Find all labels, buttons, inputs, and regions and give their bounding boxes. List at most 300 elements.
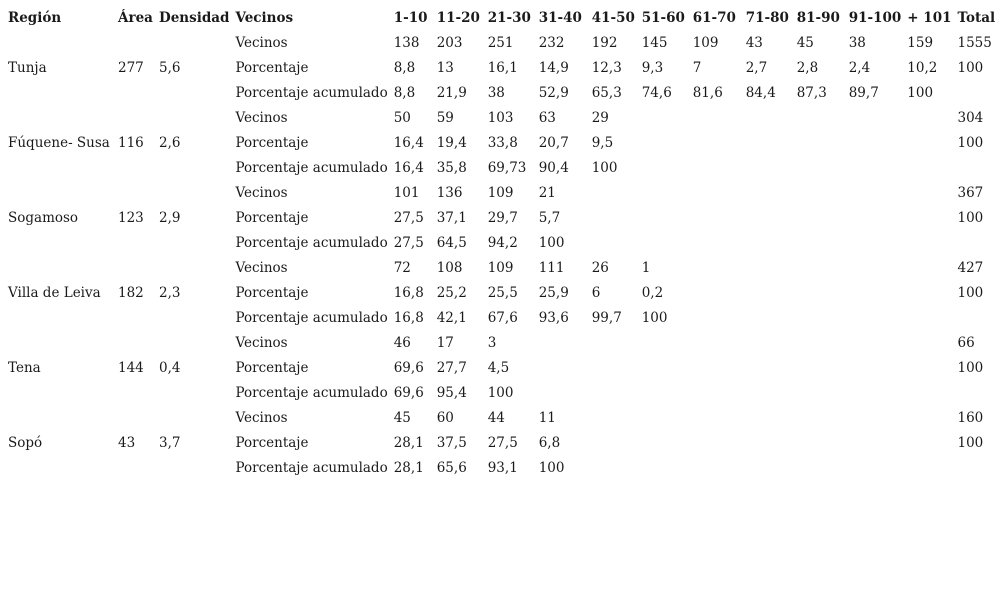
region-name-cell bbox=[2, 330, 112, 355]
value-cell bbox=[901, 230, 951, 255]
value-cell: 3 bbox=[487, 334, 497, 351]
value-cell: 16,8 bbox=[393, 309, 424, 326]
value-cell bbox=[687, 155, 740, 180]
value-cell bbox=[901, 355, 951, 380]
value-cell bbox=[901, 255, 951, 280]
row-label-cell: Porcentaje bbox=[235, 134, 309, 151]
value-cell bbox=[791, 180, 843, 205]
row-label-cell: Porcentaje bbox=[235, 59, 309, 76]
header-range-41-50: 41-50 bbox=[591, 9, 635, 26]
region-density-cell: 2,6 bbox=[159, 134, 181, 151]
row-label-cell: Porcentaje acumulado bbox=[235, 384, 388, 401]
table-row bbox=[2, 130, 1000, 155]
value-cell: 26 bbox=[591, 259, 609, 276]
value-cell bbox=[586, 380, 636, 405]
value-cell bbox=[636, 405, 687, 430]
value-cell bbox=[901, 205, 951, 230]
table-row bbox=[2, 80, 1000, 105]
table-row bbox=[2, 330, 1000, 355]
value-cell bbox=[586, 455, 636, 480]
value-cell: 8,8 bbox=[393, 59, 416, 76]
value-cell bbox=[740, 355, 791, 380]
value-cell bbox=[687, 430, 740, 455]
value-cell: 192 bbox=[591, 34, 618, 51]
header-area: Área bbox=[118, 9, 153, 26]
value-cell: 103 bbox=[487, 109, 514, 126]
row-label-cell: Porcentaje acumulado bbox=[235, 459, 388, 476]
header-region: Región bbox=[8, 9, 62, 26]
total-cell bbox=[952, 80, 1000, 105]
value-cell: 1 bbox=[641, 259, 651, 276]
value-cell: 99,7 bbox=[591, 309, 622, 326]
value-cell: 94,2 bbox=[487, 234, 518, 251]
total-cell: 100 bbox=[957, 59, 984, 76]
value-cell: 46 bbox=[393, 334, 411, 351]
value-cell: 27,7 bbox=[436, 359, 467, 376]
value-cell: 232 bbox=[538, 34, 565, 51]
value-cell: 14,9 bbox=[538, 59, 569, 76]
region-name-cell: Sogamoso bbox=[8, 209, 79, 226]
value-cell: 60 bbox=[436, 409, 454, 426]
region-name-cell: Villa de Leiva bbox=[8, 284, 101, 301]
row-label-cell: Porcentaje acumulado bbox=[235, 309, 388, 326]
table-row bbox=[2, 155, 1000, 180]
value-cell: 84,4 bbox=[745, 84, 776, 101]
region-name-cell bbox=[2, 380, 112, 405]
value-cell bbox=[843, 405, 902, 430]
total-cell: 367 bbox=[957, 184, 984, 201]
region-name-cell bbox=[2, 455, 112, 480]
value-cell: 27,5 bbox=[487, 434, 518, 451]
row-label-cell: Porcentaje acumulado bbox=[235, 159, 388, 176]
row-label-cell: Porcentaje acumulado bbox=[235, 234, 388, 251]
value-cell: 10,2 bbox=[907, 59, 938, 76]
value-cell bbox=[740, 280, 791, 305]
value-cell: 2,4 bbox=[848, 59, 871, 76]
value-cell: 138 bbox=[393, 34, 420, 51]
value-cell: 69,73 bbox=[487, 159, 527, 176]
header-range-81-90: 81-90 bbox=[796, 9, 840, 26]
value-cell: 35,8 bbox=[436, 159, 467, 176]
value-cell bbox=[901, 105, 951, 130]
value-cell: 95,4 bbox=[436, 384, 467, 401]
value-cell bbox=[586, 230, 636, 255]
value-cell bbox=[843, 230, 902, 255]
value-cell bbox=[740, 255, 791, 280]
value-cell: 42,1 bbox=[436, 309, 467, 326]
value-cell: 69,6 bbox=[393, 359, 424, 376]
region-density-cell bbox=[153, 405, 229, 430]
region-area-cell: 144 bbox=[118, 359, 144, 376]
row-label-cell: Vecinos bbox=[235, 34, 288, 51]
value-cell bbox=[843, 280, 902, 305]
value-cell bbox=[533, 380, 586, 405]
value-cell: 2,8 bbox=[796, 59, 819, 76]
value-cell bbox=[791, 280, 843, 305]
value-cell bbox=[687, 205, 740, 230]
region-density-cell bbox=[153, 155, 229, 180]
value-cell: 27,5 bbox=[393, 234, 424, 251]
row-label-cell: Vecinos bbox=[235, 409, 288, 426]
value-cell: 44 bbox=[487, 409, 505, 426]
value-cell bbox=[740, 205, 791, 230]
value-cell bbox=[586, 205, 636, 230]
region-density-cell: 3,7 bbox=[159, 434, 181, 451]
total-cell: 100 bbox=[957, 359, 984, 376]
value-cell: 38 bbox=[487, 84, 505, 101]
row-label-cell: Vecinos bbox=[235, 334, 288, 351]
neighbors-table bbox=[2, 5, 1000, 480]
value-cell: 21,9 bbox=[436, 84, 467, 101]
total-cell bbox=[952, 230, 1000, 255]
value-cell bbox=[843, 355, 902, 380]
region-density-cell bbox=[153, 305, 229, 330]
value-cell: 65,6 bbox=[436, 459, 467, 476]
total-cell: 66 bbox=[957, 334, 975, 351]
region-area-cell bbox=[112, 105, 153, 130]
value-cell bbox=[586, 330, 636, 355]
value-cell: 72 bbox=[393, 259, 411, 276]
value-cell bbox=[791, 255, 843, 280]
region-density-cell: 0,4 bbox=[159, 359, 181, 376]
value-cell: 251 bbox=[487, 34, 514, 51]
header-range-91-100: 91-100 bbox=[848, 9, 902, 26]
value-cell bbox=[901, 155, 951, 180]
value-cell: 21 bbox=[538, 184, 556, 201]
value-cell bbox=[791, 130, 843, 155]
region-name-cell bbox=[2, 305, 112, 330]
value-cell: 111 bbox=[538, 259, 565, 276]
header-range-71-80: 71-80 bbox=[745, 9, 789, 26]
total-cell bbox=[952, 155, 1000, 180]
value-cell bbox=[636, 455, 687, 480]
value-cell: 64,5 bbox=[436, 234, 467, 251]
value-cell: 43 bbox=[745, 34, 763, 51]
value-cell bbox=[687, 405, 740, 430]
row-label-cell: Porcentaje bbox=[235, 209, 309, 226]
row-label-cell: Porcentaje bbox=[235, 434, 309, 451]
value-cell bbox=[791, 405, 843, 430]
region-name-cell: Fúquene- Susa bbox=[8, 134, 110, 151]
value-cell bbox=[901, 305, 951, 330]
value-cell bbox=[636, 130, 687, 155]
value-cell: 20,7 bbox=[538, 134, 569, 151]
header-range-51-60: 51-60 bbox=[641, 9, 685, 26]
header-range-101-plus: + 101 bbox=[907, 9, 952, 26]
row-label-cell: Vecinos bbox=[235, 259, 288, 276]
region-area-cell bbox=[112, 380, 153, 405]
value-cell: 65,3 bbox=[591, 84, 622, 101]
region-density-cell bbox=[153, 80, 229, 105]
region-area-cell bbox=[112, 455, 153, 480]
value-cell bbox=[687, 305, 740, 330]
value-cell bbox=[843, 205, 902, 230]
value-cell bbox=[687, 255, 740, 280]
region-name-cell: Sopó bbox=[8, 434, 43, 451]
value-cell bbox=[740, 155, 791, 180]
region-density-cell: 5,6 bbox=[159, 59, 181, 76]
value-cell bbox=[791, 305, 843, 330]
value-cell: 25,9 bbox=[538, 284, 569, 301]
value-cell bbox=[586, 430, 636, 455]
value-cell: 25,5 bbox=[487, 284, 518, 301]
value-cell bbox=[791, 355, 843, 380]
value-cell bbox=[687, 230, 740, 255]
total-cell bbox=[952, 380, 1000, 405]
total-cell: 427 bbox=[957, 259, 984, 276]
total-cell: 304 bbox=[957, 109, 984, 126]
region-area-cell bbox=[112, 330, 153, 355]
value-cell: 67,6 bbox=[487, 309, 518, 326]
region-density-cell bbox=[153, 380, 229, 405]
value-cell bbox=[586, 405, 636, 430]
value-cell bbox=[687, 380, 740, 405]
region-density-cell bbox=[153, 230, 229, 255]
value-cell bbox=[901, 280, 951, 305]
value-cell bbox=[901, 180, 951, 205]
value-cell bbox=[740, 455, 791, 480]
value-cell: 16,4 bbox=[393, 134, 424, 151]
value-cell bbox=[636, 105, 687, 130]
value-cell bbox=[901, 455, 951, 480]
value-cell bbox=[636, 230, 687, 255]
value-cell: 108 bbox=[436, 259, 463, 276]
value-cell bbox=[843, 380, 902, 405]
region-name-cell bbox=[2, 405, 112, 430]
value-cell: 27,5 bbox=[393, 209, 424, 226]
region-area-cell: 43 bbox=[118, 434, 136, 451]
value-cell: 93,6 bbox=[538, 309, 569, 326]
value-cell bbox=[791, 430, 843, 455]
region-name-cell bbox=[2, 105, 112, 130]
value-cell: 100 bbox=[907, 84, 934, 101]
region-area-cell: 123 bbox=[118, 209, 144, 226]
value-cell bbox=[901, 430, 951, 455]
value-cell: 29 bbox=[591, 109, 609, 126]
value-cell: 4,5 bbox=[487, 359, 510, 376]
region-area-cell bbox=[112, 180, 153, 205]
region-area-cell bbox=[112, 255, 153, 280]
value-cell bbox=[843, 155, 902, 180]
value-cell bbox=[636, 355, 687, 380]
value-cell bbox=[740, 330, 791, 355]
value-cell: 12,3 bbox=[591, 59, 622, 76]
region-name-cell bbox=[2, 80, 112, 105]
value-cell bbox=[901, 130, 951, 155]
value-cell bbox=[687, 280, 740, 305]
value-cell: 136 bbox=[436, 184, 463, 201]
value-cell: 52,9 bbox=[538, 84, 569, 101]
value-cell bbox=[740, 230, 791, 255]
value-cell: 89,7 bbox=[848, 84, 879, 101]
row-label-cell: Porcentaje acumulado bbox=[235, 84, 388, 101]
region-density-cell bbox=[153, 105, 229, 130]
value-cell bbox=[791, 155, 843, 180]
value-cell bbox=[636, 330, 687, 355]
value-cell: 109 bbox=[487, 184, 514, 201]
total-cell bbox=[952, 305, 1000, 330]
value-cell: 6,8 bbox=[538, 434, 561, 451]
header-total: Total bbox=[957, 9, 996, 26]
region-name-cell bbox=[2, 180, 112, 205]
value-cell bbox=[843, 330, 902, 355]
table-row bbox=[2, 55, 1000, 80]
value-cell bbox=[791, 455, 843, 480]
header-row bbox=[2, 5, 1000, 30]
region-density-cell bbox=[153, 180, 229, 205]
header-range-1-10: 1-10 bbox=[393, 9, 428, 26]
region-density-cell: 2,9 bbox=[159, 209, 181, 226]
table-row bbox=[2, 380, 1000, 405]
value-cell: 29,7 bbox=[487, 209, 518, 226]
value-cell: 28,1 bbox=[393, 434, 424, 451]
region-area-cell bbox=[112, 230, 153, 255]
value-cell bbox=[791, 330, 843, 355]
region-area-cell bbox=[112, 30, 153, 55]
region-density-cell bbox=[153, 30, 229, 55]
value-cell: 2,7 bbox=[745, 59, 768, 76]
region-name-cell: Tunja bbox=[8, 59, 47, 76]
region-area-cell bbox=[112, 305, 153, 330]
region-name-cell bbox=[2, 155, 112, 180]
value-cell bbox=[901, 405, 951, 430]
value-cell: 100 bbox=[538, 234, 565, 251]
value-cell: 81,6 bbox=[692, 84, 723, 101]
value-cell bbox=[843, 105, 902, 130]
value-cell bbox=[740, 105, 791, 130]
value-cell: 16,4 bbox=[393, 159, 424, 176]
value-cell bbox=[843, 180, 902, 205]
value-cell bbox=[586, 355, 636, 380]
table-row bbox=[2, 305, 1000, 330]
value-cell: 203 bbox=[436, 34, 463, 51]
region-density-cell bbox=[153, 255, 229, 280]
value-cell: 37,5 bbox=[436, 434, 467, 451]
table-row bbox=[2, 280, 1000, 305]
table-body bbox=[2, 30, 1000, 480]
value-cell bbox=[843, 305, 902, 330]
value-cell: 100 bbox=[538, 459, 565, 476]
value-cell: 9,5 bbox=[591, 134, 614, 151]
region-area-cell bbox=[112, 155, 153, 180]
total-cell bbox=[952, 455, 1000, 480]
value-cell: 69,6 bbox=[393, 384, 424, 401]
value-cell: 37,1 bbox=[436, 209, 467, 226]
table-row bbox=[2, 455, 1000, 480]
value-cell: 19,4 bbox=[436, 134, 467, 151]
value-cell bbox=[901, 380, 951, 405]
table-row bbox=[2, 405, 1000, 430]
value-cell: 0,2 bbox=[641, 284, 664, 301]
region-area-cell bbox=[112, 405, 153, 430]
value-cell bbox=[843, 455, 902, 480]
value-cell: 25,2 bbox=[436, 284, 467, 301]
region-area-cell: 116 bbox=[118, 134, 144, 151]
header-range-31-40: 31-40 bbox=[538, 9, 582, 26]
total-cell: 160 bbox=[957, 409, 984, 426]
value-cell: 6 bbox=[591, 284, 601, 301]
value-cell bbox=[636, 155, 687, 180]
total-cell: 100 bbox=[957, 434, 984, 451]
table-row bbox=[2, 30, 1000, 55]
value-cell bbox=[791, 105, 843, 130]
table-row bbox=[2, 230, 1000, 255]
value-cell bbox=[740, 180, 791, 205]
value-cell bbox=[687, 330, 740, 355]
value-cell: 38 bbox=[848, 34, 866, 51]
total-cell: 100 bbox=[957, 134, 984, 151]
value-cell bbox=[740, 380, 791, 405]
value-cell: 63 bbox=[538, 109, 556, 126]
value-cell: 5,7 bbox=[538, 209, 561, 226]
value-cell bbox=[687, 180, 740, 205]
value-cell: 59 bbox=[436, 109, 454, 126]
value-cell bbox=[533, 355, 586, 380]
region-area-cell: 277 bbox=[118, 59, 144, 76]
value-cell bbox=[843, 255, 902, 280]
value-cell: 45 bbox=[796, 34, 814, 51]
value-cell bbox=[636, 205, 687, 230]
region-density-cell bbox=[153, 455, 229, 480]
header-range-21-30: 21-30 bbox=[487, 9, 531, 26]
value-cell bbox=[687, 355, 740, 380]
value-cell bbox=[687, 455, 740, 480]
value-cell bbox=[636, 180, 687, 205]
table-row bbox=[2, 255, 1000, 280]
region-name-cell bbox=[2, 230, 112, 255]
value-cell bbox=[636, 380, 687, 405]
value-cell: 145 bbox=[641, 34, 668, 51]
value-cell bbox=[791, 380, 843, 405]
row-label-cell: Porcentaje bbox=[235, 359, 309, 376]
value-cell: 28,1 bbox=[393, 459, 424, 476]
row-label-cell: Vecinos bbox=[235, 109, 288, 126]
value-cell bbox=[791, 205, 843, 230]
region-name-cell: Tena bbox=[8, 359, 41, 376]
value-cell bbox=[687, 105, 740, 130]
value-cell bbox=[533, 330, 586, 355]
value-cell: 9,3 bbox=[641, 59, 664, 76]
value-cell: 100 bbox=[641, 309, 668, 326]
value-cell: 101 bbox=[393, 184, 420, 201]
value-cell: 33,8 bbox=[487, 134, 518, 151]
value-cell: 90,4 bbox=[538, 159, 569, 176]
header-range-11-20: 11-20 bbox=[436, 9, 480, 26]
value-cell: 159 bbox=[907, 34, 934, 51]
value-cell: 45 bbox=[393, 409, 411, 426]
region-density-cell: 2,3 bbox=[159, 284, 181, 301]
region-name-cell bbox=[2, 255, 112, 280]
value-cell: 87,3 bbox=[796, 84, 827, 101]
total-cell: 1555 bbox=[957, 34, 992, 51]
region-name-cell bbox=[2, 30, 112, 55]
table-row bbox=[2, 430, 1000, 455]
value-cell bbox=[740, 130, 791, 155]
value-cell: 17 bbox=[436, 334, 454, 351]
value-cell: 109 bbox=[487, 259, 514, 276]
value-cell bbox=[791, 230, 843, 255]
header-range-61-70: 61-70 bbox=[692, 9, 736, 26]
row-label-cell: Vecinos bbox=[235, 184, 288, 201]
region-area-cell: 182 bbox=[118, 284, 144, 301]
value-cell bbox=[740, 405, 791, 430]
value-cell: 13 bbox=[436, 59, 454, 76]
value-cell bbox=[740, 305, 791, 330]
value-cell: 100 bbox=[591, 159, 618, 176]
value-cell bbox=[586, 180, 636, 205]
table-row bbox=[2, 355, 1000, 380]
value-cell bbox=[687, 130, 740, 155]
